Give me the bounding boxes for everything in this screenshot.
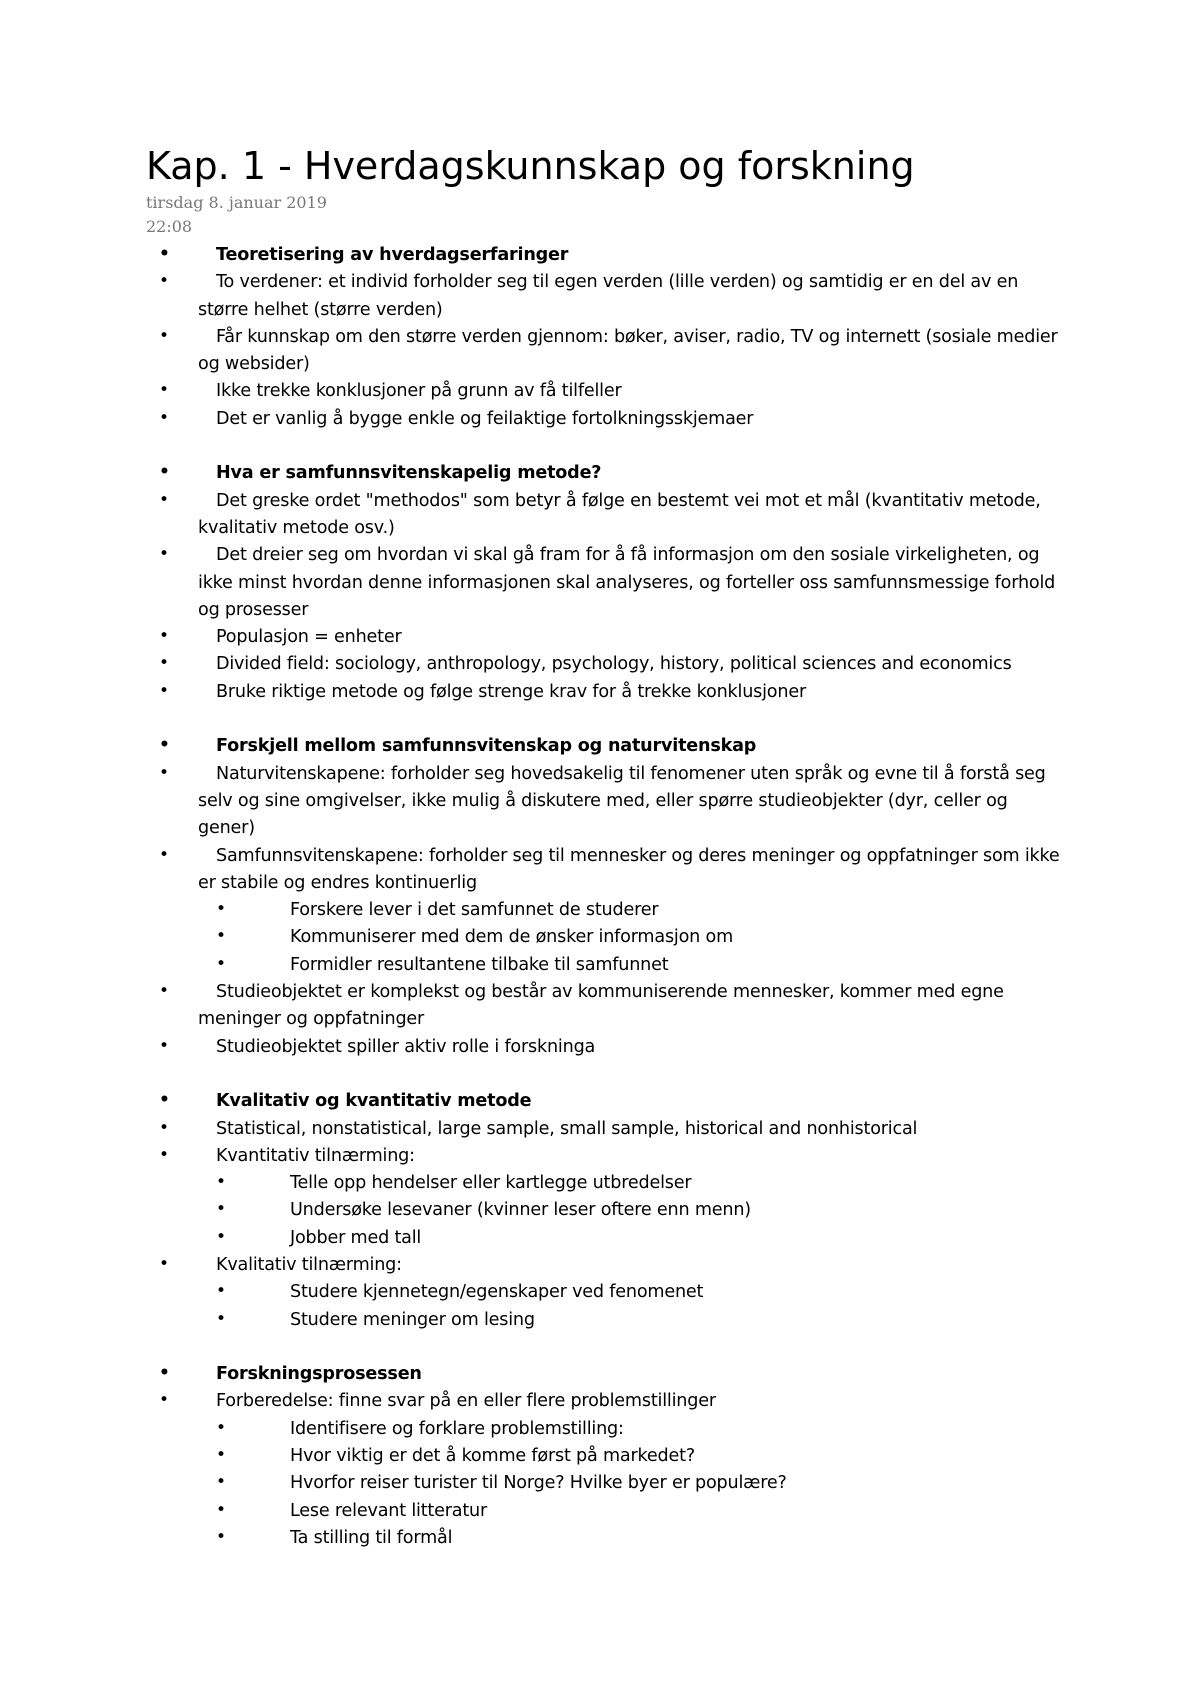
list-item	[0, 542, 1068, 624]
bullet-icon: •	[216, 926, 226, 947]
bullet-icon: •	[216, 1226, 226, 1247]
sub-list-item	[0, 1470, 1200, 1497]
sub-list-item	[0, 952, 1200, 979]
list-item	[0, 1143, 1200, 1170]
list-item-text: Jobber med tall	[290, 1227, 422, 1248]
bullet-icon: •	[159, 653, 169, 674]
list-item-text: Forskere lever i det samfunnet de studerer	[290, 900, 659, 921]
sub-list-item	[0, 1498, 1200, 1525]
sub-list-item	[0, 897, 1200, 924]
section-heading	[0, 1361, 1200, 1388]
list-item-text: Kvantitativ tilnærming:	[216, 1145, 415, 1166]
list-item	[0, 1388, 1200, 1415]
bullet-icon: •	[216, 1445, 226, 1466]
list-item-text: To verdener: et individ forholder seg til egen verden (lille verden) og samtidig er en del av en større helhet (større verden)	[198, 272, 1019, 320]
list-item-text: Divided field: sociology, anthropology, psychology, history, political sciences and economics	[216, 654, 1012, 675]
bullet-icon: •	[216, 1308, 226, 1329]
sub-list-item	[0, 1279, 1200, 1306]
bullet-icon: •	[159, 680, 169, 701]
list-item-text: Kommuniserer med dem de ønsker informasjon om	[290, 927, 734, 948]
bullet-icon: •	[216, 1526, 226, 1547]
list-item-text: Populasjon = enheter	[216, 627, 402, 648]
bullet-icon: •	[159, 1144, 169, 1165]
bullet-icon: •	[216, 899, 226, 920]
list-item	[0, 651, 1200, 678]
bullet-icon: •	[159, 626, 169, 647]
sub-list-item	[0, 1225, 1200, 1252]
list-item-text: Det dreier seg om hvordan vi skal gå fram for å få informasjon om den sosiale virkeligheten, og ikke minst hvordan denne informasjonen skal analyseres, og forteller oss samfunnsmessige forhold og prosesser	[198, 545, 1056, 620]
list-item-text: Hvorfor reiser turister til Norge? Hvilke byer er populære?	[290, 1473, 787, 1494]
section-heading	[0, 242, 1200, 269]
list-item-text: Studere meninger om lesing	[290, 1309, 535, 1330]
list-item-text: Bruke riktige metode og følge strenge krav for å trekke konklusjoner	[216, 681, 806, 702]
bullet-icon: •	[216, 1172, 226, 1193]
list-item-text: Forberedelse: finne svar på en eller flere problemstillinger	[216, 1391, 716, 1412]
bullet-icon: •	[216, 1417, 226, 1438]
list-item-text: Det er vanlig å bygge enkle og feilaktige fortolkningsskjemaer	[216, 408, 754, 429]
list-item-text: Studieobjektet spiller aktiv rolle i forskninga	[216, 1036, 596, 1057]
sub-list-item	[0, 1307, 1200, 1334]
bullet-icon: •	[159, 1035, 169, 1056]
bullet-icon: •	[159, 981, 169, 1002]
notes-list	[0, 242, 1200, 1552]
list-item-text: Hvor viktig er det å komme først på markedet?	[290, 1446, 695, 1467]
list-item	[0, 488, 1068, 543]
page-time: 22:08	[146, 217, 193, 236]
list-item-text: Undersøke lesevaner (kvinner leser oftere enn menn)	[290, 1200, 751, 1221]
sub-list-item	[0, 1197, 1200, 1224]
list-item-text: Identifisere og forklare problemstilling:	[290, 1418, 624, 1439]
list-item	[0, 761, 1068, 843]
section-heading	[0, 460, 1200, 487]
section-heading	[0, 1088, 1200, 1115]
list-item-text: Forskjell mellom samfunnsvitenskap og naturvitenskap	[216, 736, 757, 757]
list-item-text: Studieobjektet er komplekst og består av kommuniserende mennesker, kommer med egne meninger og oppfatninger	[198, 982, 1004, 1030]
bullet-icon: •	[159, 762, 169, 783]
list-item-text: Får kunnskap om den større verden gjennom: bøker, aviser, radio, TV og internett (sosiale medier og websider)	[198, 326, 1058, 375]
bullet-icon: •	[159, 380, 169, 401]
list-item-text: Forskningsprosessen	[216, 1364, 422, 1385]
bullet-icon: •	[159, 271, 169, 292]
list-item-text: Lese relevant litteratur	[290, 1500, 488, 1521]
bullet-icon: •	[159, 1253, 169, 1274]
section-heading	[0, 733, 1200, 760]
bullet-icon: •	[159, 735, 170, 756]
bullet-icon: •	[216, 953, 226, 974]
list-item	[0, 624, 1200, 651]
sub-list-item	[0, 1170, 1200, 1197]
list-item-text: Det greske ordet "methodos" som betyr å følge en bestemt vei mot et mål (kvantitativ metode, kvalitativ metode osv.)	[198, 490, 1041, 538]
list-item	[0, 679, 1200, 706]
list-item	[0, 1116, 1200, 1143]
sub-list-item	[0, 924, 1200, 951]
bullet-icon: •	[159, 1117, 169, 1138]
list-item	[0, 269, 1068, 324]
list-item-text: Ikke trekke konklusjoner på grunn av få tilfeller	[216, 381, 622, 402]
list-item-text: Statistical, nonstatistical, large sample, small sample, historical and nonhistorical	[216, 1118, 918, 1139]
list-item	[0, 406, 1200, 433]
bullet-icon: •	[216, 1281, 226, 1302]
list-item-text: Kvalitativ og kvantitativ metode	[216, 1091, 532, 1112]
bullet-icon: •	[216, 1499, 226, 1520]
list-item	[0, 324, 1068, 379]
list-item	[0, 1034, 1200, 1061]
list-item-text: Kvalitativ tilnærming:	[216, 1254, 402, 1275]
bullet-icon: •	[216, 1472, 226, 1493]
bullet-icon: •	[159, 244, 170, 264]
list-item-text: Naturvitenskapene: forholder seg hovedsakelig til fenomener uten språk og evne til å forstå seg selv og sine omgivelser, ikke mulig å diskutere med, eller spørre studieobjekter (dyr, celler og gener)	[198, 763, 1046, 839]
list-item-text: Studere kjennetegn/egenskaper ved fenomenet	[290, 1282, 704, 1303]
list-item-text: Ta stilling til formål	[290, 1527, 453, 1548]
list-item-text: Samfunnsvitenskapene: forholder seg til mennesker og deres meninger og oppfatninger som ikke er stabile og endres kontinuerlig	[198, 845, 1060, 893]
list-item-text: Formidler resultantene tilbake til samfunnet	[290, 954, 669, 975]
list-item	[0, 843, 1068, 898]
sub-list-item	[0, 1443, 1200, 1470]
list-item	[0, 1252, 1200, 1279]
list-item-text: Telle opp hendelser eller kartlegge utbredelser	[290, 1173, 692, 1194]
bullet-icon: •	[159, 325, 169, 346]
bullet-icon: •	[159, 489, 169, 510]
bullet-icon: •	[159, 544, 169, 565]
list-item-text: Hva er samfunnsvitenskapelig metode?	[216, 463, 602, 484]
sub-list-item	[0, 1416, 1200, 1443]
page-date: tirsdag 8. januar 2019	[146, 193, 327, 212]
page-title: Kap. 1 - Hverdagskunnskap og forskning	[146, 144, 915, 188]
bullet-icon: •	[159, 462, 170, 483]
bullet-icon: •	[159, 1363, 170, 1384]
sub-list-item	[0, 1525, 1200, 1552]
bullet-icon: •	[216, 1199, 226, 1220]
bullet-icon: •	[159, 1390, 169, 1411]
list-item	[0, 378, 1200, 405]
bullet-icon: •	[159, 1090, 170, 1111]
list-item	[0, 979, 1068, 1034]
bullet-icon: •	[159, 844, 169, 865]
list-item-text: Teoretisering av hverdagserfaringer	[216, 245, 569, 265]
bullet-icon: •	[159, 407, 169, 428]
